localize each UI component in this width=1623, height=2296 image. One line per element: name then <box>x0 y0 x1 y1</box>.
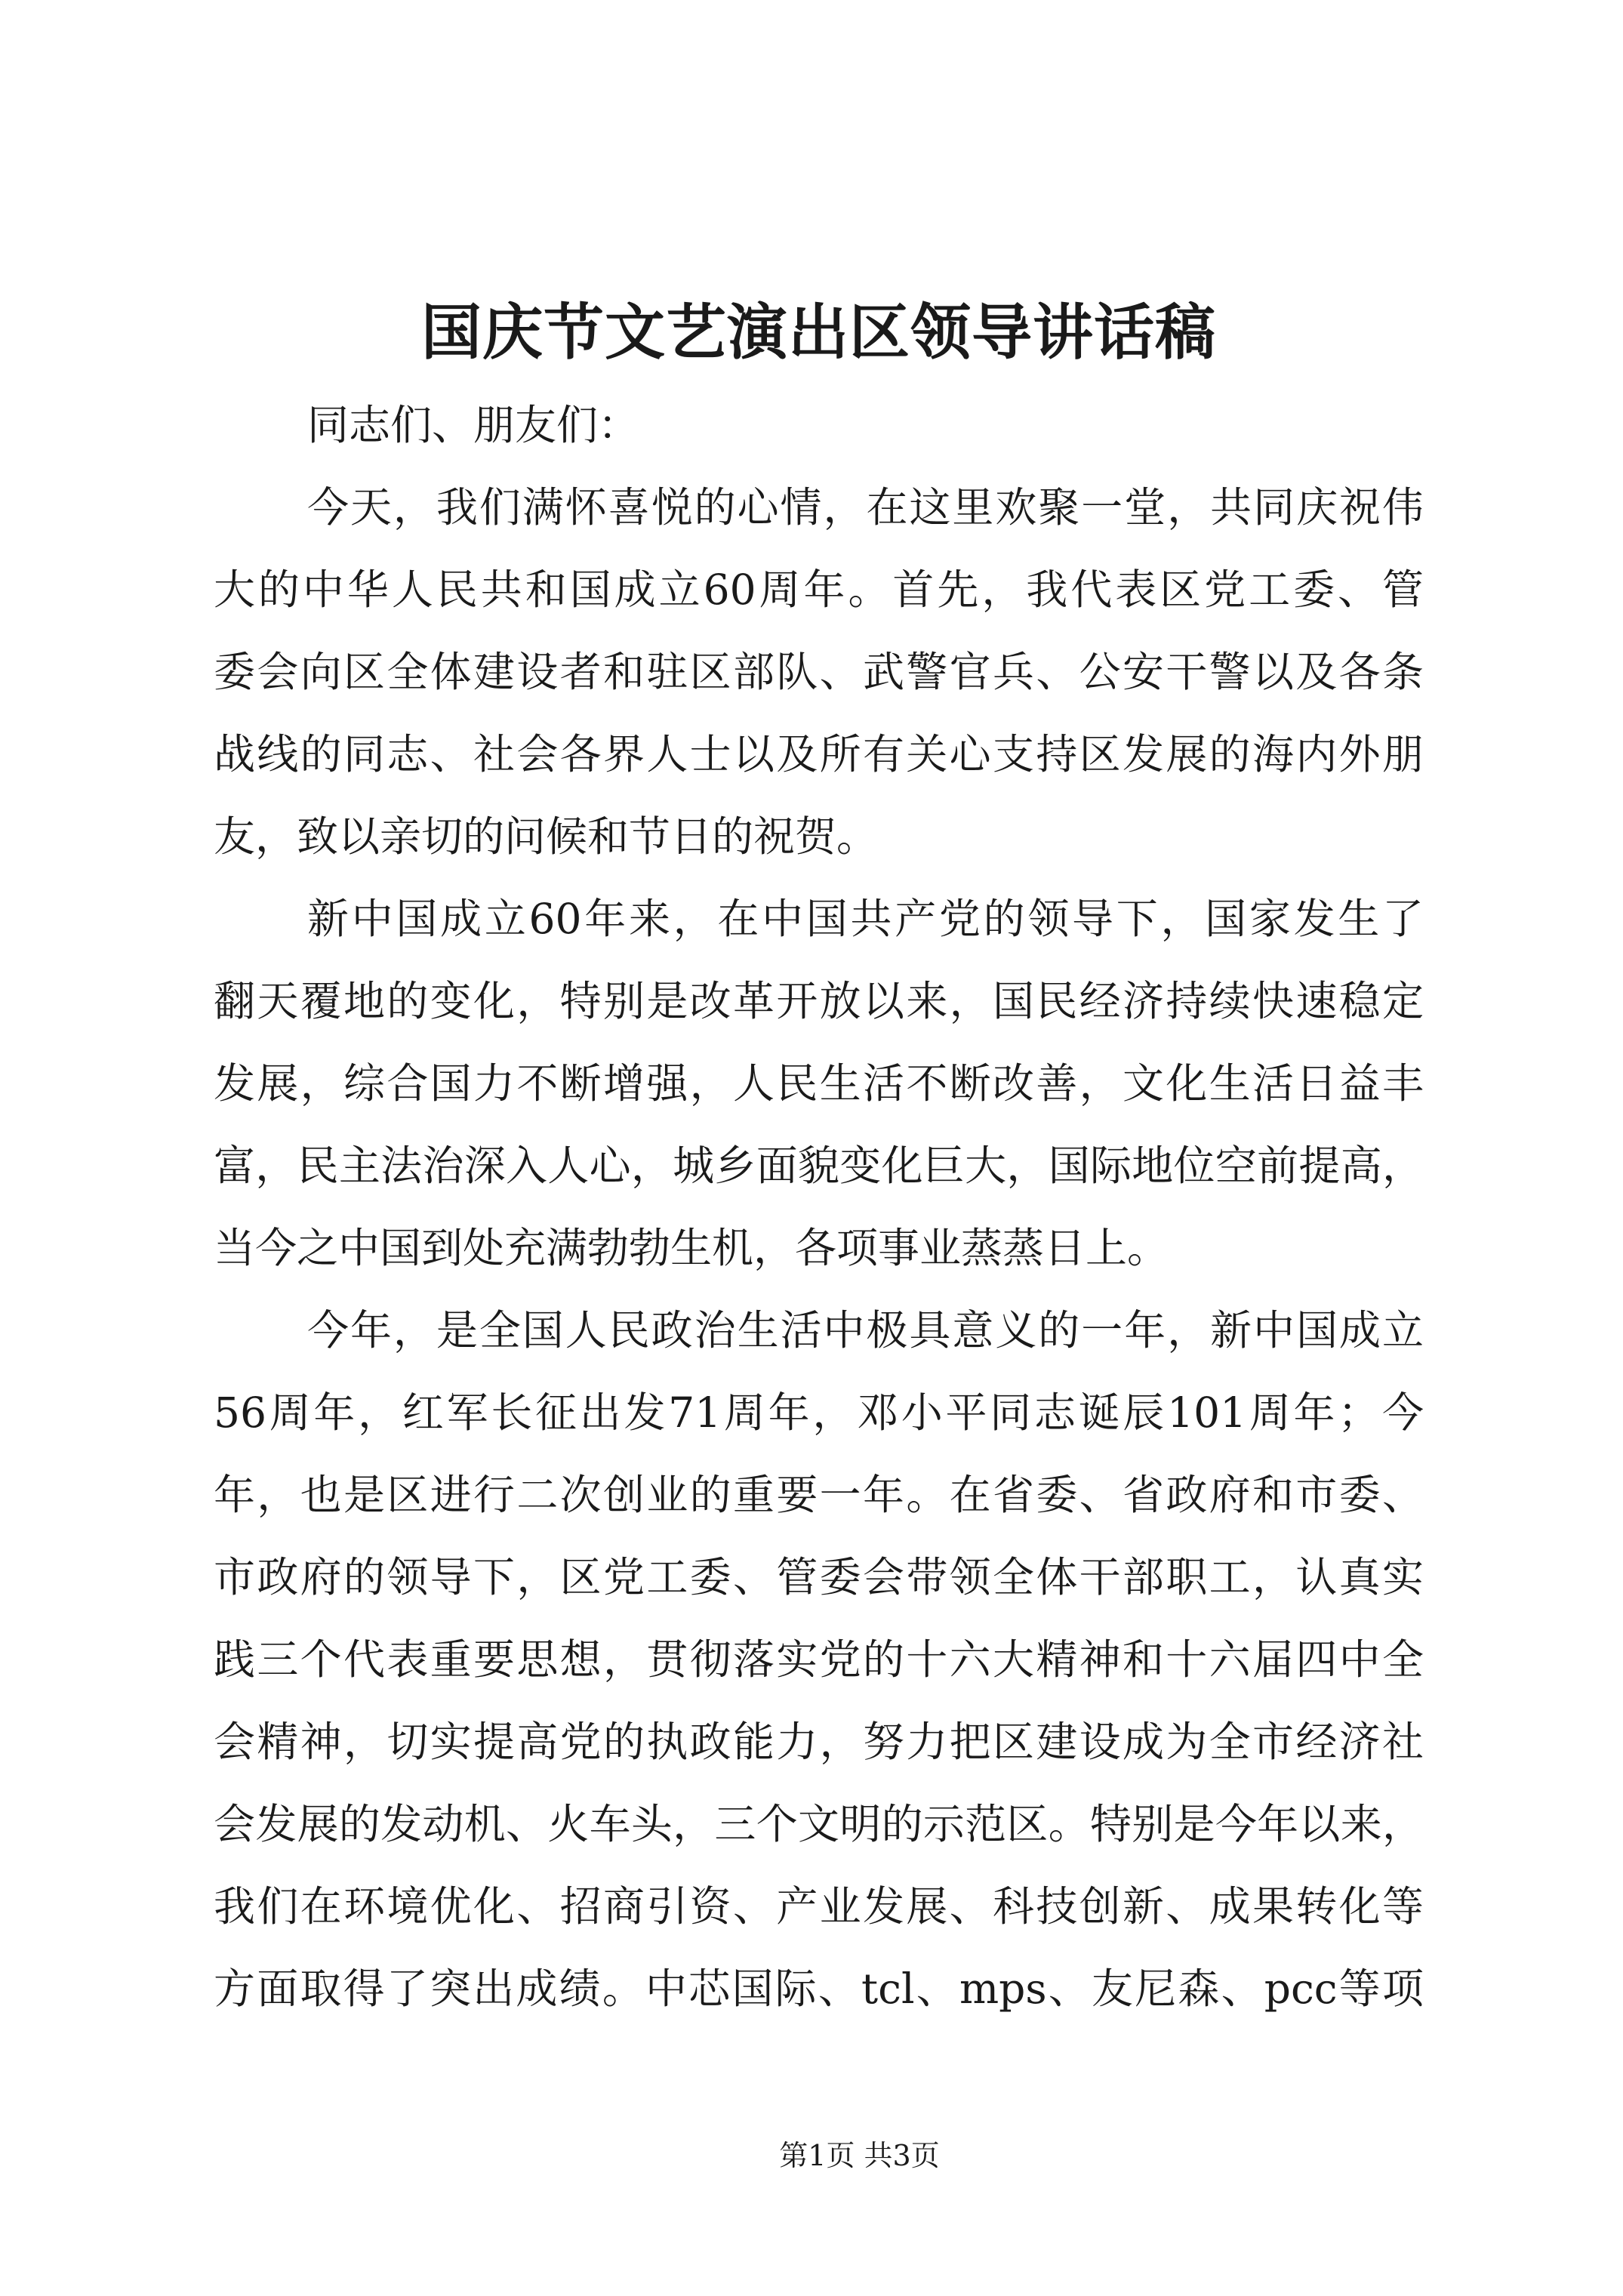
body-line: 践三个代表重要思想，贯彻落实党的十六大精神和十六届四中全 <box>214 1635 1424 1684</box>
body-line: 发展，综合国力不断增强，人民生活不断改善，文化生活日益丰 <box>214 1059 1424 1108</box>
paragraph <box>214 878 1424 1290</box>
body-line: 战线的同志、社会各界人士以及所有关心支持区发展的海内外朋 <box>214 730 1424 778</box>
body-line: 方面取得了突出成绩。中芯国际、tcl、mps、友尼森、pcc等项 <box>214 1965 1424 2013</box>
body-line: 会发展的发动机、火车头，三个文明的示范区。特别是今年以来， <box>214 1800 1424 1848</box>
paragraph <box>214 1290 1424 2030</box>
salutation: 同志们、朋友们： <box>307 401 640 449</box>
page-number-footer: 第1页 共3页 <box>779 2139 940 2172</box>
document-title: 国庆节文艺演出区领导讲话稿 <box>421 297 1216 368</box>
body-line: 新中国成立60年来，在中国共产党的领导下，国家发生了 <box>307 895 1424 943</box>
document-body <box>214 384 1424 2030</box>
body-line: 年，也是区进行二次创业的重要一年。在省委、省政府和市委、 <box>214 1471 1424 1519</box>
body-line: 委会向区全体建设者和驻区部队、武警官兵、公安干警以及各条 <box>214 648 1424 696</box>
body-line: 我们在环境优化、招商引资、产业发展、科技创新、成果转化等 <box>214 1882 1424 1931</box>
body-line: 富，民主法治深入人心，城乡面貌变化巨大，国际地位空前提高， <box>214 1142 1424 1190</box>
body-line: 当今之中国到处充满勃勃生机，各项事业蒸蒸日上。 <box>214 1224 1169 1272</box>
body-line: 会精神，切实提高党的执政能力，努力把区建设成为全市经济社 <box>214 1718 1424 1766</box>
body-line: 56周年，红军长征出发71周年，邓小平同志诞辰101周年；今 <box>214 1388 1424 1437</box>
body-line: 今年，是全国人民政治生活中极具意义的一年，新中国成立 <box>307 1306 1424 1354</box>
body-line: 友，致以亲切的问候和节日的祝贺。 <box>214 812 879 861</box>
paragraph <box>214 467 1424 878</box>
body-line: 市政府的领导下，区党工委、管委会带领全体干部职工，认真实 <box>214 1553 1424 1601</box>
body-line: 翻天覆地的变化，特别是改革开放以来，国民经济持续快速稳定 <box>214 977 1424 1025</box>
body-line: 今天，我们满怀喜悦的心情，在这里欢聚一堂，共同庆祝伟 <box>307 483 1424 532</box>
body-line: 大的中华人民共和国成立60周年。首先，我代表区党工委、管 <box>214 566 1424 614</box>
